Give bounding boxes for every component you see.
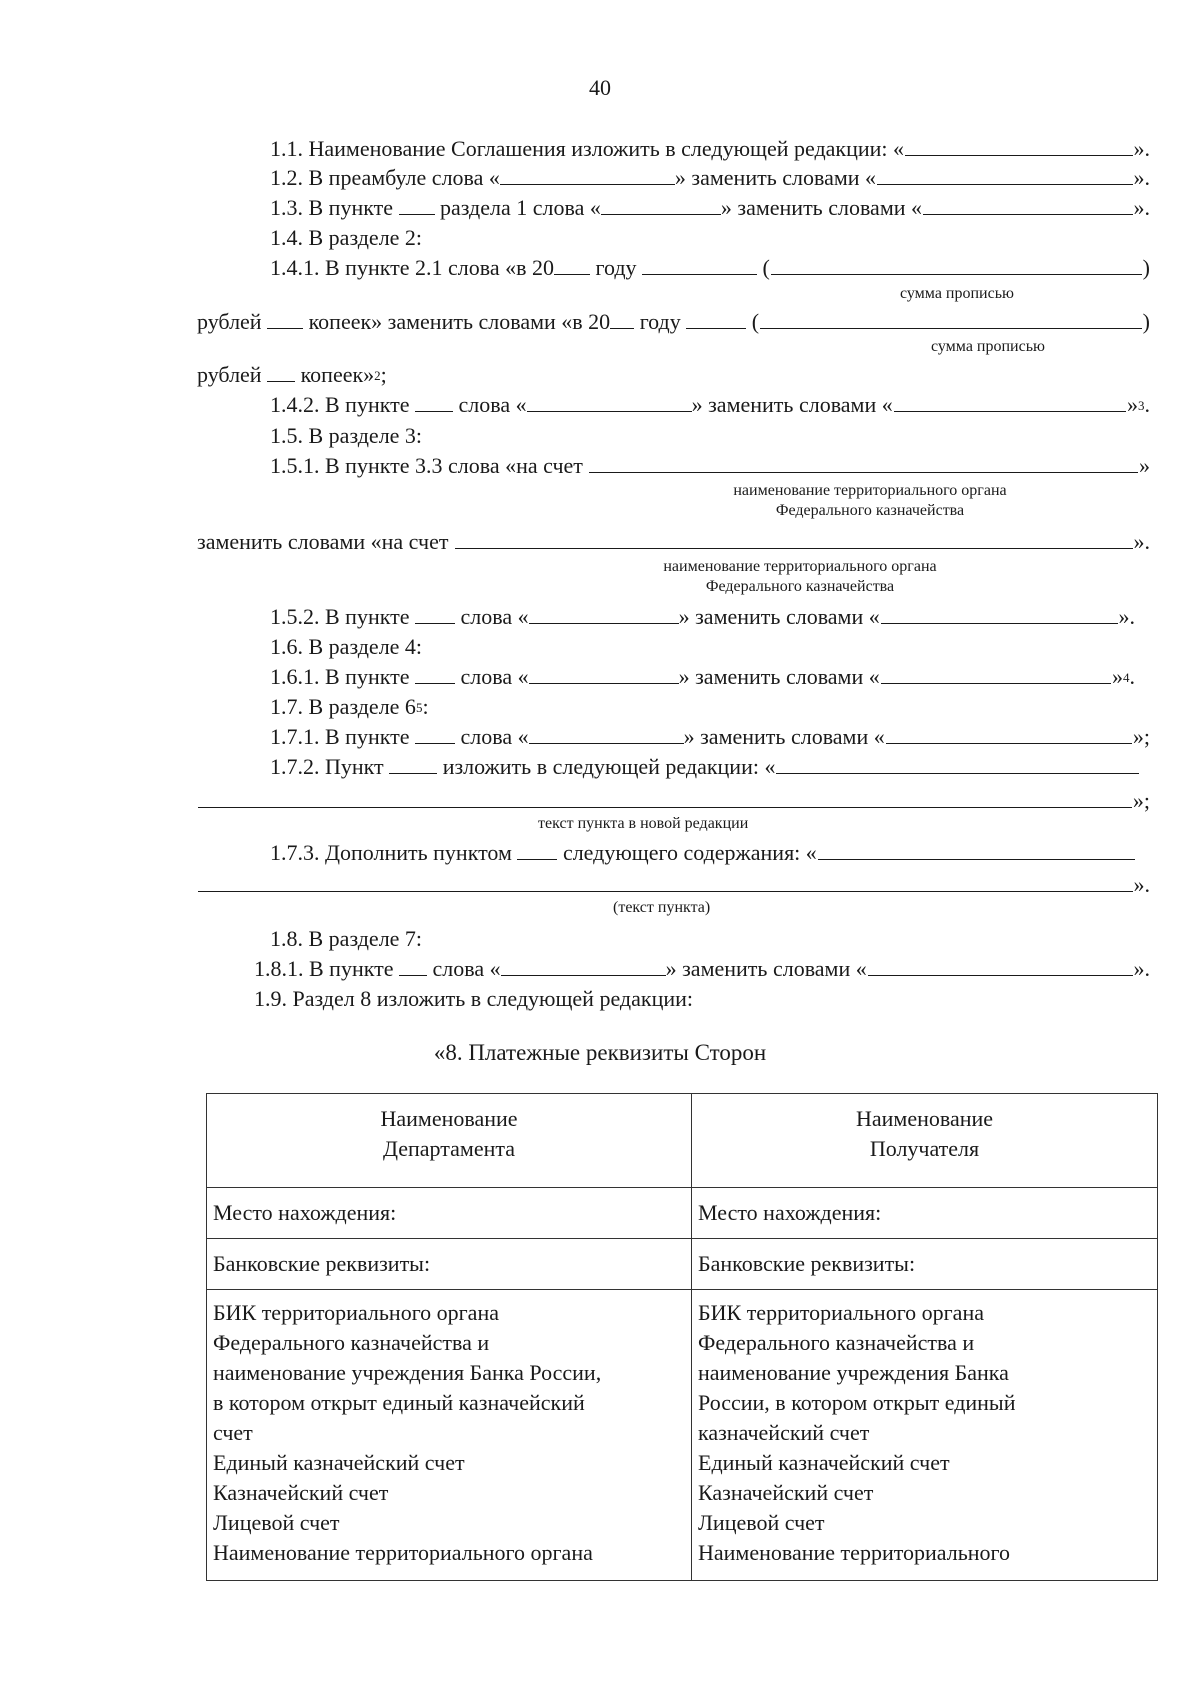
blank-field[interactable] <box>886 723 1132 744</box>
clause-text: 1.7.3. Дополнить пунктом <box>270 840 518 865</box>
clause-1-5 <box>270 421 422 451</box>
clause-text: 1.6.1. В пункте <box>270 664 415 689</box>
blank-field[interactable] <box>881 663 1111 684</box>
field-caption: сумма прописью <box>931 338 1045 355</box>
clause-text: » заменить словами « <box>678 604 880 629</box>
blank-field[interactable] <box>610 308 634 329</box>
header-line: Наименование <box>380 1106 518 1131</box>
clause-text: копеек» <box>295 362 375 387</box>
clause-end: ». <box>1133 165 1150 190</box>
table-row <box>207 1188 1158 1239</box>
clause-1-8-1 <box>254 954 1150 984</box>
clause-text: слова « <box>427 956 501 981</box>
blank-field[interactable] <box>554 254 590 275</box>
blank-field[interactable] <box>198 871 1133 892</box>
clause-1-7-3-continuation <box>197 870 1150 900</box>
clause-1-8 <box>270 924 422 954</box>
caption-line: наименование территориального органа <box>663 558 937 575</box>
detail-line: Единый казначейский счет <box>213 1450 465 1475</box>
blank-field[interactable] <box>529 603 679 624</box>
payment-details-table <box>206 1093 1158 1581</box>
blank-field[interactable] <box>601 194 721 215</box>
field-caption: текст пункта в новой редакции <box>538 815 749 832</box>
clause-end: : <box>422 694 429 719</box>
clause-1-4 <box>270 223 422 253</box>
blank-field[interactable] <box>877 164 1132 185</box>
table-row <box>207 1290 1158 1581</box>
clause-end: ». <box>1133 136 1150 161</box>
clause-1-4-2: 1.4.2. В пункте слова « » заменить словами « » $^3$ . <box>270 390 1150 420</box>
clause-1-6-1: 1.6.1. В пункте слова « » заменить словами « » $^4$ . <box>270 662 1135 692</box>
table-cell <box>207 1290 692 1581</box>
clause-text: 1.3. В пункте <box>270 195 399 220</box>
blank-field[interactable] <box>905 135 1132 156</box>
clause-end: »; <box>1132 788 1150 813</box>
clause-1-7-2 <box>270 752 1140 782</box>
clause-text: следующего содержания: « <box>557 840 817 865</box>
blank-field[interactable] <box>267 361 295 382</box>
clause-replace-account <box>197 527 1150 557</box>
blank-field[interactable] <box>415 723 455 744</box>
caption-line: Федерального казначейства <box>705 578 895 595</box>
clause-text: году <box>634 309 687 334</box>
field-caption <box>690 481 1050 521</box>
clause-text: 1.7.2. Пункт <box>270 754 390 779</box>
clause-text: 1.4.2. В пункте <box>270 392 415 417</box>
caption-line: Федерального казначейства <box>775 502 965 519</box>
clause-1-7-2-continuation <box>197 786 1150 816</box>
blank-field[interactable] <box>776 753 1139 774</box>
detail-line: казначейский счет <box>698 1420 870 1445</box>
clause-text: 1.7.1. В пункте <box>270 724 415 749</box>
detail-line: Лицевой счет <box>698 1510 825 1535</box>
table-cell: Место нахождения: <box>207 1188 692 1239</box>
clause-text: 1.8.1. В пункте <box>254 956 399 981</box>
clause-end: »; <box>1132 724 1150 749</box>
blank-field[interactable] <box>642 254 757 275</box>
detail-line: Федерального казначейства и <box>213 1330 490 1355</box>
blank-field[interactable] <box>501 955 666 976</box>
clause-text: изложить в следующей редакции: « <box>437 754 776 779</box>
blank-field[interactable] <box>868 955 1133 976</box>
detail-line: наименование учреждения Банка России, <box>213 1360 602 1385</box>
clause-text: рублей <box>197 362 268 387</box>
clause-end: ». <box>1133 956 1150 981</box>
clause-end: ) <box>1142 309 1150 334</box>
blank-field[interactable] <box>415 391 453 412</box>
clause-1-9 <box>254 984 693 1014</box>
blank-field[interactable] <box>399 194 435 215</box>
detail-line: России, в котором открыт единый <box>698 1390 1016 1415</box>
blank-field[interactable] <box>589 452 1138 473</box>
clause-text: » заменить словами « <box>674 165 877 190</box>
blank-field[interactable] <box>399 955 427 976</box>
table-row <box>207 1094 1158 1188</box>
section-title: «8. Платежные реквизиты Сторон <box>433 1040 767 1065</box>
clause-text: копеек» заменить словами «в 20 <box>303 309 611 334</box>
blank-field[interactable] <box>517 839 557 860</box>
clause-end: ; <box>380 362 387 387</box>
clause-end: ». <box>1118 604 1135 629</box>
blank-field[interactable] <box>760 308 1142 329</box>
detail-line: Наименование территориального <box>698 1540 1011 1565</box>
clause-text: 1.8. В разделе 7: <box>270 926 423 951</box>
blank-field[interactable] <box>198 787 1132 808</box>
clause-text: 1.4. В разделе 2: <box>270 225 423 250</box>
blank-field[interactable] <box>818 839 1135 860</box>
field-caption: (текст пункта) <box>613 899 711 916</box>
clause-1-1 <box>270 134 1150 164</box>
detail-line: Наименование территориального органа <box>213 1540 593 1565</box>
table-cell: Банковские реквизиты: <box>207 1239 692 1290</box>
blank-field[interactable] <box>881 603 1118 624</box>
detail-line: Казначейский счет <box>213 1480 389 1505</box>
clause-text: 1.5. В разделе 3: <box>270 423 423 448</box>
table-cell <box>692 1290 1158 1581</box>
clause-end: . <box>1144 392 1150 417</box>
clause-text: 1.5.2. В пункте <box>270 604 415 629</box>
clause-rubles-2: рублей копеек» $^2$ ; <box>197 360 387 390</box>
clause-text: рублей <box>197 309 268 334</box>
clause-1-5-2 <box>270 602 1135 632</box>
detail-line: БИК территориального органа <box>213 1300 499 1325</box>
clause-text: 1.1. Наименование Соглашения изложить в следующей редакции: « <box>270 136 905 161</box>
table-header-cell <box>207 1094 692 1188</box>
table-row <box>207 1239 1158 1290</box>
page-number: 40 <box>589 75 611 100</box>
blank-field[interactable] <box>923 194 1132 215</box>
clause-text: » заменить словами « <box>683 724 885 749</box>
blank-field[interactable] <box>771 254 1142 275</box>
clause-text: раздела 1 слова « <box>434 195 601 220</box>
clause-text: слова « <box>453 392 527 417</box>
clause-1-5-1 <box>270 451 1150 481</box>
detail-line: Казначейский счет <box>698 1480 874 1505</box>
clause-end: » <box>1112 664 1123 689</box>
blank-field[interactable] <box>415 603 455 624</box>
detail-line: счет <box>213 1420 253 1445</box>
clause-text: » заменить словами « <box>720 195 923 220</box>
clause-text: 1.2. В преамбуле слова « <box>270 165 500 190</box>
clause-1-3 <box>270 193 1150 223</box>
clause-text: ( <box>757 255 770 280</box>
clause-text: 1.9. Раздел 8 изложить в следующей редакции: <box>254 986 694 1011</box>
clause-1-6 <box>270 632 422 662</box>
field-caption: сумма прописью <box>900 285 1014 302</box>
blank-field[interactable] <box>529 723 684 744</box>
clause-text: 1.4.1. В пункте 2.1 слова «в 20 <box>270 255 554 280</box>
detail-line: Федерального казначейства и <box>698 1330 975 1355</box>
clause-text: году <box>590 255 643 280</box>
clause-text: » заменить словами « <box>665 956 867 981</box>
clause-end: . <box>1129 664 1135 689</box>
clause-rubles-1 <box>197 307 1150 337</box>
table-cell: Банковские реквизиты: <box>692 1239 1158 1290</box>
detail-line: БИК территориального органа <box>698 1300 984 1325</box>
clause-end: » <box>1139 453 1150 478</box>
clause-text: заменить словами «на счет <box>197 529 454 554</box>
detail-line: Единый казначейский счет <box>698 1450 950 1475</box>
table-cell: Место нахождения: <box>692 1188 1158 1239</box>
caption-line: наименование территориального органа <box>733 482 1007 499</box>
field-caption <box>620 557 980 597</box>
clause-text: 1.5.1. В пункте 3.3 слова «на счет <box>270 453 589 478</box>
blank-field[interactable] <box>894 391 1126 412</box>
clause-1-7-1 <box>270 722 1150 752</box>
clause-1-2 <box>270 163 1150 193</box>
detail-line: наименование учреждения Банка <box>698 1360 1009 1385</box>
clause-end: ». <box>1133 195 1150 220</box>
blank-field[interactable] <box>500 164 675 185</box>
clause-end: » <box>1127 392 1138 417</box>
clause-end: ». <box>1133 872 1150 897</box>
blank-field[interactable] <box>529 663 679 684</box>
detail-line: Лицевой счет <box>213 1510 340 1535</box>
clause-end: ) <box>1142 255 1150 280</box>
header-line: Департамента <box>382 1136 516 1161</box>
blank-field[interactable] <box>267 308 303 329</box>
blank-field[interactable] <box>455 528 1133 549</box>
clause-text: » заменить словами « <box>691 392 893 417</box>
blank-field[interactable] <box>389 753 437 774</box>
blank-field[interactable] <box>527 391 692 412</box>
clause-text: ( <box>746 309 760 334</box>
table-header-cell <box>692 1094 1158 1188</box>
detail-line: в котором открыт единый казначейский <box>213 1390 585 1415</box>
clause-1-7-3 <box>270 838 1136 868</box>
clause-1-7: 1.7. В разделе 6 $^5$ : <box>270 692 429 722</box>
header-line: Получателя <box>869 1136 980 1161</box>
clause-text: 1.6. В разделе 4: <box>270 634 423 659</box>
clause-end: ». <box>1133 529 1150 554</box>
clause-text: слова « <box>455 664 529 689</box>
clause-text: слова « <box>455 604 529 629</box>
clause-1-4-1 <box>270 253 1150 283</box>
header-line: Наименование <box>855 1106 994 1131</box>
clause-text: 1.7. В разделе 6 <box>270 694 416 719</box>
blank-field[interactable] <box>415 663 455 684</box>
blank-field[interactable] <box>686 308 746 329</box>
clause-text: » заменить словами « <box>678 664 880 689</box>
clause-text: слова « <box>455 724 529 749</box>
